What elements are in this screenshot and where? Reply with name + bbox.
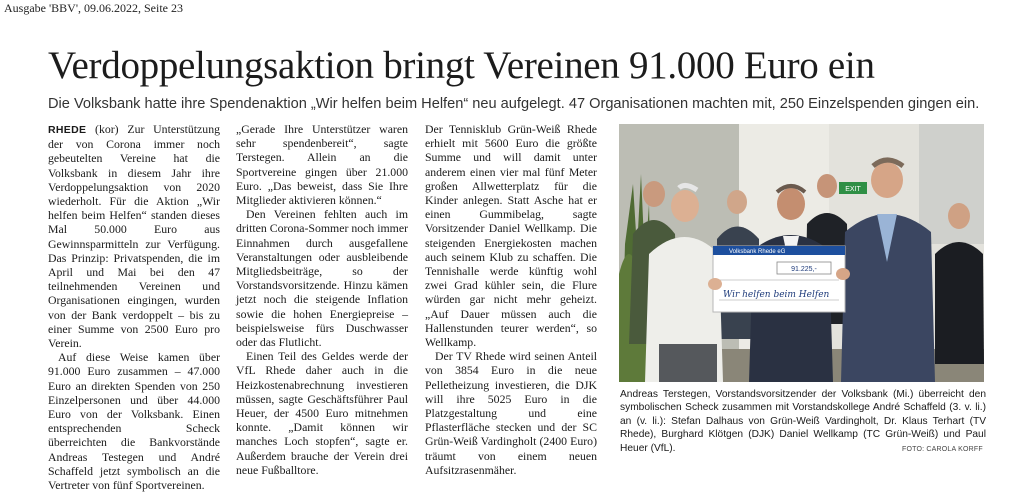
paragraph: Auf diese Weise kamen über 91.000 Euro zusammen – 47.000 Euro an direkten Spenden von 250 Einzelpersonen und über 44.000 Euro von der Volksbank. Einen entsprechenden Scheck überreichten die Bankvorstände Andreas Testegen und André Schaffeld jetzt symbolisch an die Vertreter von fünf Sportvereinen. bbox=[48, 350, 220, 492]
paragraph-text: (kor) Zur Unterstützung der von Corona immer noch gebeutelten Vereine hat die Volksbank in diesem Jahr ihre Verdoppelungsaktion von 2020 wiederholt. Für die Aktion „Wir helfen beim Helfen“ standen dieses Mal 50.000 Euro aus Gewinnsparmitteln zur Verfügung. Das Prinzip: Privatspenden, die im April und Mai bei den 47 teilnehmenden Vereinen und Organisationen eingingen, wurden von der Bank verdoppelt – bis zu einer Summe von 2500 Euro pro Verein. bbox=[48, 122, 220, 351]
photo-caption: Andreas Terstegen, Vorstandsvorsitzender der Volksbank (Mi.) überreicht den symbolischen Scheck zusammen mit Vorstandskollege André Schaffeld (3. v. li.) an (v. li.): Stefan Dalhaus von Grün-Weiß Vardingholt, Dr. Klaus Terhart (TV Rhede), Burghard Klötgen (DJK) Daniel Wellkamp (TC Grün-Weiß) und Paul Heuer (VfL). bbox=[620, 389, 986, 454]
exit-sign-label: EXIT bbox=[845, 186, 861, 193]
subheadline: Die Volksbank hatte ihre Spendenaktion „Wir helfen beim Helfen“ neu aufgelegt. 47 Organisationen machten mit, 250 Einzelspenden gingen ein. bbox=[48, 96, 980, 112]
paragraph: Den Vereinen fehlten auch im dritten Corona-Sommer noch immer Einnahmen durch ausgefallene Veranstaltungen oder ausbleibende Mitgliedsbeiträge, so der Vorstandsvorsitzende. Hinzu kämen jetzt noch die steigende Inflation sowie die hohen Energiepreise – beispielsweise fürs Duschwasser oder das Flutlicht. bbox=[236, 207, 408, 350]
article-column-1 bbox=[48, 122, 220, 492]
check-amount: 91.225,- bbox=[791, 266, 817, 273]
news-photo bbox=[619, 124, 984, 382]
article-column-2 bbox=[236, 122, 408, 477]
paragraph: Der Tennisklub Grün-Weiß Rhede erhielt mit 5600 Euro die größte Summe und will damit unter anderem einen vier mal fünf Meter großen Allwetterplatz für die Kinder anlegen. Statt Asche hat er einen Gummibelag, sagte Vorsitzender Daniel Wellkamp. Die steigenden Energiekosten machen auch seinem Klub zu schaffen. Die Tennishalle werde künftig wohl zwei Grad kühler sein, die Flure würden gar nicht mehr geheizt. „Auf Dauer müssen auch die Hallenstunden teurer werden“, so Wellkamp. bbox=[425, 122, 597, 350]
article-column-3 bbox=[425, 122, 597, 477]
paragraph: Der TV Rhede wird seinen Anteil von 3854 Euro in die neue Pelletheizung investieren, die DJK will ihre 5025 Euro in die Platzgestaltung und eine Pflasterfläche stecken und der SC Grün-Weiß Vardingholt (2400 Euro) träumt von einem neuen Aufsitzrasenmäher. bbox=[425, 349, 597, 477]
check-handwriting: Wir helfen beim Helfen bbox=[723, 290, 830, 300]
edition-line: Ausgabe 'BBV', 09.06.2022, Seite 23 bbox=[4, 1, 183, 15]
paragraph: Einen Teil des Geldes werde der VfL Rhede daher auch in die Heizkostenabrechnung investieren müssen, sagte Geschäftsführer Paul Heuer, der 4500 Euro mitnehmen konnte. „Damit können wir manches Loch stopfen“, sagte er. Außerdem brauche der Verein drei neue Fußballtore. bbox=[236, 349, 408, 477]
paragraph bbox=[48, 122, 220, 350]
check-bank-name: Volksbank Rhede eG bbox=[729, 249, 786, 255]
paragraph: „Gerade Ihre Unterstützer waren sehr spendenbereit“, sagte Terstegen. Allein an die Sportvereine gingen über 21.000 Euro. „Das beweist, dass Sie Ihre Mitglieder aktivieren können.“ bbox=[236, 122, 408, 208]
dateline: RHEDE bbox=[48, 124, 87, 136]
photo-credit: FOTO: CAROLA KORFF bbox=[902, 446, 983, 453]
headline: Verdoppelungsaktion bringt Vereinen 91.000 Euro ein bbox=[48, 44, 875, 87]
